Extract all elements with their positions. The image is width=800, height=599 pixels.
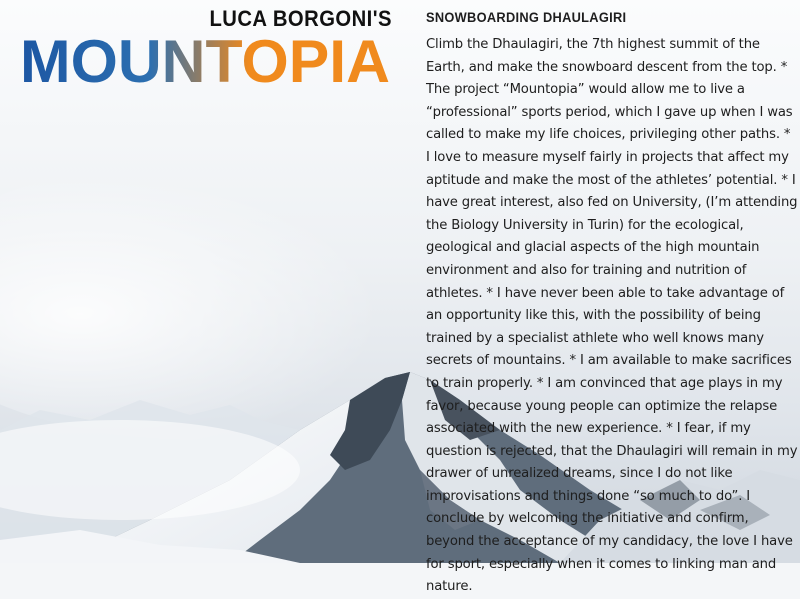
article bbox=[426, 10, 798, 599]
article-body: Climb the Dhaulagiri, the 7th highest summit of the Earth, and make the snowboard descent from the top. * The project “Mountopia” would allow me to live a “professional” sports period, which I gave up when I was called to make my life choices, privileging other paths. * I love to measure myself fairly in projects that affect my aptitude and make the most of the athletes’ potential. * I have great interest, also fed on University, (I’m attending the Biology University in Turin) for the ecological, geological and glacial aspects of the high mountain environment and also for training and nutrition of athletes. * I have never been able to take advantage of an opportunity like this, with the possibility of being trained by a specialist athlete who well knows many secrets of mountains. * I am available to make sacrifices to train properly. * I am convinced that age plays in my favor, because young people can optimize the relapse associated with the new experience. * I fear, if my question is rejected, that the Dhaulagiri will remain in my drawer of unrealized dreams, since I do not like improvisations and things done “so much to do”. I conclude by welcoming the initiative and confirm, beyond the acceptance of my candidacy, the love I have for sport, especially when it comes to linking man and nature. bbox=[426, 37, 798, 595]
logo-wordmark: MOUNTOPIA bbox=[20, 30, 390, 90]
brand-header bbox=[20, 6, 392, 90]
article-title: SNOWBOARDING DHAULAGIRI bbox=[426, 10, 627, 25]
brand-subtitle: LUCA BORGONI'S bbox=[209, 6, 392, 31]
mountopia-logo bbox=[20, 30, 392, 90]
